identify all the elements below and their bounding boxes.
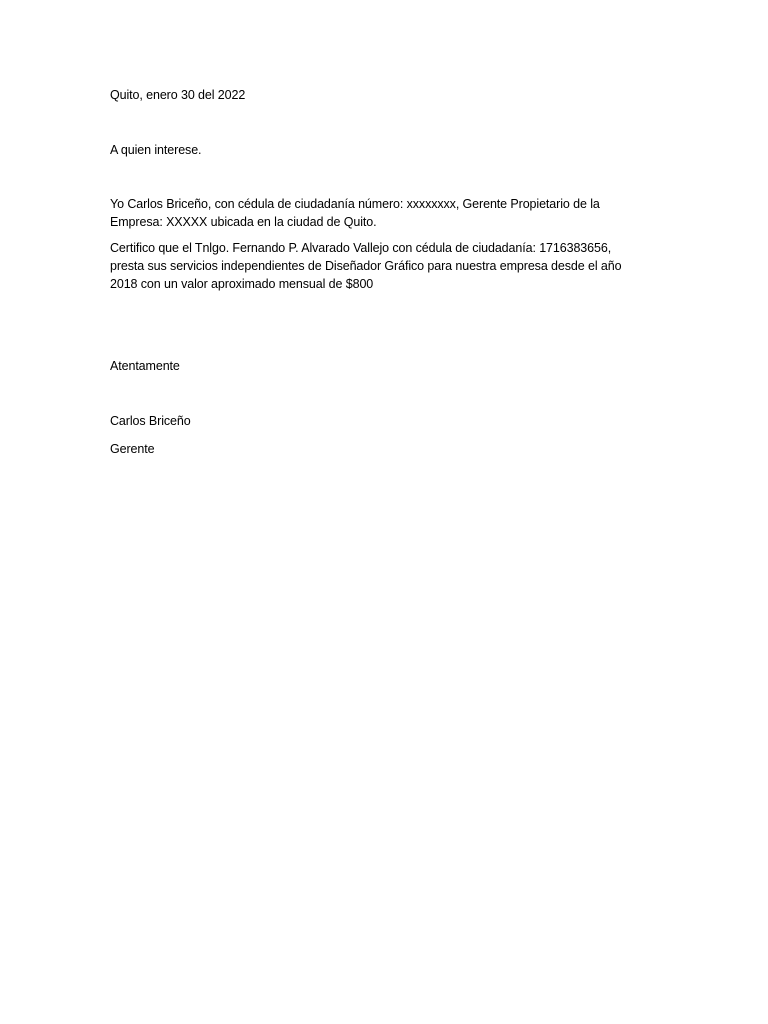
paragraph-introduction: Yo Carlos Briceño, con cédula de ciudadanía número: xxxxxxxx, Gerente Propietario de la Empresa: XXXXX ubicada en la ciudad de Quito.: [110, 197, 600, 229]
closing: Atentamente: [110, 359, 180, 373]
salutation: A quien interese.: [110, 143, 202, 157]
signer-title: Gerente: [110, 442, 155, 456]
date-line: Quito, enero 30 del 2022: [110, 88, 246, 102]
signer-name: Carlos Briceño: [110, 414, 191, 428]
paragraph-certification: Certifico que el Tnlgo. Fernando P. Alvarado Vallejo con cédula de ciudadanía: 1716383656, presta sus servicios independientes de Diseñador Gráfico para nuestra empresa desde el año 2018 con un valor aproximado mensual de $800: [110, 241, 622, 291]
